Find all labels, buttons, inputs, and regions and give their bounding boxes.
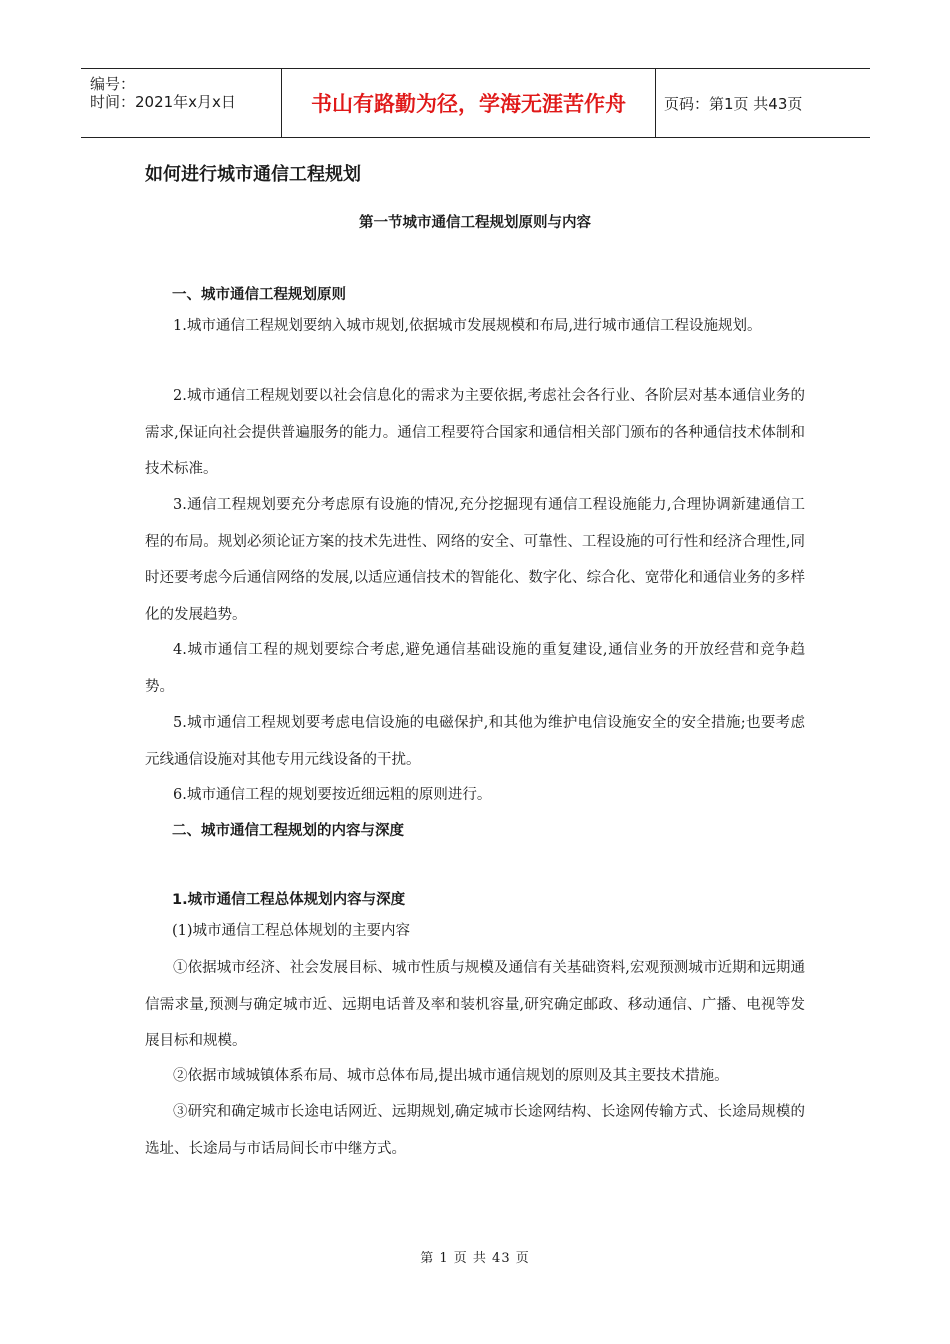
- paragraph-9: ②依据市域城镇体系布局、城市总体布局,提出城市通信规划的原则及其主要技术措施。: [173, 1068, 729, 1084]
- paragraph-7: (1)城市通信工程总体规划的主要内容: [172, 923, 411, 939]
- number-label: 编号：: [90, 75, 136, 93]
- page-footer: 第 1 页 共 43 页: [420, 1251, 530, 1266]
- time-label: 时间：2021年x月x日: [90, 93, 236, 111]
- heading-overall-plan: 1.城市通信工程总体规划内容与深度: [172, 892, 406, 908]
- paragraph-2: 2.城市通信工程规划要以社会信息化的需求为主要依据,考虑社会各行业、各阶层对基本通信业务的需求,保证向社会提供普遍服务的能力。通信工程要符合国家和通信相关部门颁布的各种通信技术体制和技术标准。: [145, 388, 805, 477]
- page-header: [81, 68, 870, 138]
- page-info: 页码：第1页 共43页: [664, 94, 803, 113]
- heading-principles: 一、城市通信工程规划原则: [172, 287, 346, 303]
- paragraph-8: ①依据城市经济、社会发展目标、城市性质与规模及通信有关基础资料,宏观预测城市近期和远期通信需求量,预测与确定城市近、远期电话普及率和装机容量,研究确定邮政、移动通信、广播、电视等发展目标和规模。: [145, 960, 805, 1049]
- paragraph-3: 3.通信工程规划要充分考虑原有设施的情况,充分挖掘现有通信工程设施能力,合理协调新建通信工程的布局。规划必须论证方案的技术先进性、网络的安全、可靠性、工程设施的可行性和经济合理性,同时还要考虑今后通信网络的发展,以适应通信技术的智能化、数字化、综合化、宽带化和通信业务的多样化的发展趋势。: [145, 497, 805, 623]
- motto: 书山有路勤为径，学海无涯苦作舟: [282, 69, 656, 137]
- paragraph-4: 4.城市通信工程的规划要综合考虑,避免通信基础设施的重复建设,通信业务的开放经营和竞争趋势。: [145, 642, 805, 695]
- paragraph-1: 1.城市通信工程规划要纳入城市规划,依据城市发展规模和布局,进行城市通信工程设施规划。: [173, 318, 762, 334]
- paragraph-10: ③研究和确定城市长途电话网近、远期规划,确定城市长途网结构、长途网传输方式、长途局规模的选址、长途局与市话局间长市中继方式。: [145, 1104, 805, 1157]
- paragraph-5: 5.城市通信工程规划要考虑电信设施的电磁保护,和其他为维护电信设施安全的安全措施;也要考虑元线通信设施对其他专用元线设备的干扰。: [145, 715, 805, 768]
- document-title: 如何进行城市通信工程规划: [145, 164, 361, 185]
- header-meta-cell: [81, 69, 282, 137]
- section-title: 第一节城市通信工程规划原则与内容: [359, 215, 591, 231]
- paragraph-6: 6.城市通信工程的规划要按近细远粗的原则进行。: [173, 787, 492, 803]
- heading-content: 二、城市通信工程规划的内容与深度: [172, 823, 404, 839]
